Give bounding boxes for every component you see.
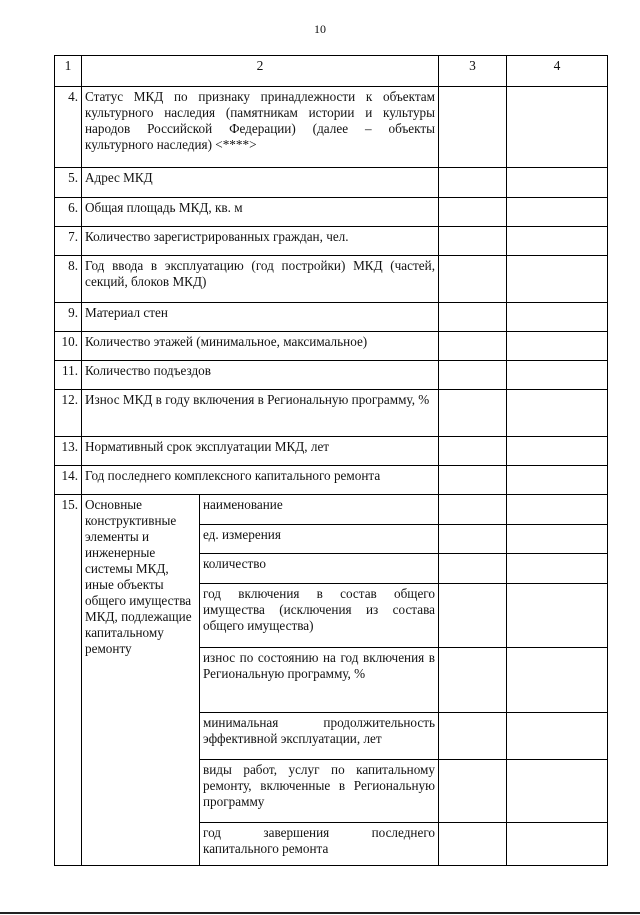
row-number: 12. xyxy=(55,390,82,437)
value-cell xyxy=(439,823,507,866)
header-cell-2: 2 xyxy=(82,56,439,87)
value-cell xyxy=(439,361,507,390)
value-cell xyxy=(439,437,507,466)
value-cell xyxy=(439,584,507,648)
value-cell xyxy=(507,584,608,648)
table-row xyxy=(55,332,608,361)
value-cell xyxy=(507,554,608,584)
row15-item: ед. измерения xyxy=(200,525,439,554)
row-text: Износ МКД в году включения в Региональную программу, % xyxy=(82,390,439,437)
row15-item: наименование xyxy=(200,495,439,525)
row15-item: минимальная продолжительность эффективной эксплуатации, лет xyxy=(200,713,439,760)
value-cell xyxy=(439,495,507,525)
value-cell xyxy=(507,390,608,437)
row-text: Адрес МКД xyxy=(82,168,439,198)
value-cell xyxy=(439,466,507,495)
header-cell-4: 4 xyxy=(507,56,608,87)
value-cell xyxy=(507,87,608,168)
page-number: 10 xyxy=(314,22,326,36)
row-text: Год последнего комплексного капитального ремонта xyxy=(82,466,439,495)
table-row xyxy=(55,361,608,390)
table-row xyxy=(55,437,608,466)
value-cell xyxy=(507,168,608,198)
row-number: 11. xyxy=(55,361,82,390)
row-text: Количество зарегистрированных граждан, чел. xyxy=(82,227,439,256)
table-row xyxy=(55,227,608,256)
value-cell xyxy=(439,303,507,332)
row15-item: год завершения последнего капитального ремонта xyxy=(200,823,439,866)
table-row xyxy=(55,87,608,168)
value-cell xyxy=(439,256,507,303)
row-number: 5. xyxy=(55,168,82,198)
value-cell xyxy=(507,525,608,554)
row-number: 15. xyxy=(55,495,82,866)
table-row xyxy=(55,256,608,303)
row15-item: виды работ, услуг по капитальному ремонту, включенные в Региональную программу xyxy=(200,760,439,823)
row-number: 7. xyxy=(55,227,82,256)
row-text: Материал стен xyxy=(82,303,439,332)
row-text: Общая площадь МКД, кв. м xyxy=(82,198,439,227)
table-row xyxy=(55,168,608,198)
table-row xyxy=(55,495,608,525)
row-number: 10. xyxy=(55,332,82,361)
value-cell xyxy=(507,760,608,823)
value-cell xyxy=(507,495,608,525)
value-cell xyxy=(507,227,608,256)
value-cell xyxy=(507,823,608,866)
value-cell xyxy=(439,648,507,713)
value-cell xyxy=(439,168,507,198)
row-number: 14. xyxy=(55,466,82,495)
value-cell xyxy=(507,256,608,303)
table-row xyxy=(55,198,608,227)
row-number: 13. xyxy=(55,437,82,466)
header-cell-1: 1 xyxy=(55,56,82,87)
value-cell xyxy=(507,303,608,332)
value-cell xyxy=(439,760,507,823)
value-cell xyxy=(507,332,608,361)
header-row xyxy=(55,56,608,87)
value-cell xyxy=(507,361,608,390)
value-cell xyxy=(507,198,608,227)
row15-item: количество xyxy=(200,554,439,584)
row-text: Количество подъездов xyxy=(82,361,439,390)
property-form-table xyxy=(54,55,608,866)
row15-item: износ по состоянию на год включения в Региональную программу, % xyxy=(200,648,439,713)
value-cell xyxy=(439,227,507,256)
row-text: Нормативный срок эксплуатации МКД, лет xyxy=(82,437,439,466)
row-text: Год ввода в эксплуатацию (год постройки) МКД (частей, секций, блоков МКД) xyxy=(82,256,439,303)
header-cell-3: 3 xyxy=(439,56,507,87)
row-number: 9. xyxy=(55,303,82,332)
value-cell xyxy=(507,648,608,713)
table-row xyxy=(55,303,608,332)
value-cell xyxy=(439,713,507,760)
row15-label: Основные конструктивные элементы и инженерные системы МКД, иные объекты общего имущества МКД, подлежащие капитальному ремонту xyxy=(82,495,200,866)
row-text: Статус МКД по признаку принадлежности к объектам культурного наследия (памятникам истории и культуры народов Российской Федерации) (далее – объекты культурного наследия) <****> xyxy=(82,87,439,168)
table-row xyxy=(55,390,608,437)
value-cell xyxy=(507,713,608,760)
value-cell xyxy=(439,554,507,584)
row-text: Количество этажей (минимальное, максимальное) xyxy=(82,332,439,361)
row15-item: год включения в состав общего имущества (исключения из состава общего имущества) xyxy=(200,584,439,648)
value-cell xyxy=(507,466,608,495)
row-number: 8. xyxy=(55,256,82,303)
value-cell xyxy=(439,198,507,227)
value-cell xyxy=(439,390,507,437)
value-cell xyxy=(439,525,507,554)
value-cell xyxy=(507,437,608,466)
row-number: 6. xyxy=(55,198,82,227)
value-cell xyxy=(439,87,507,168)
table-row xyxy=(55,466,608,495)
row-number: 4. xyxy=(55,87,82,168)
bottom-scan-edge xyxy=(0,912,640,914)
value-cell xyxy=(439,332,507,361)
